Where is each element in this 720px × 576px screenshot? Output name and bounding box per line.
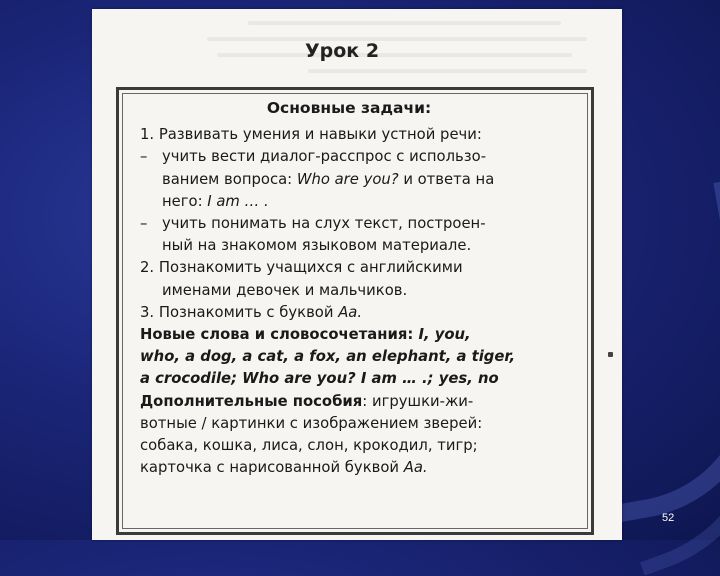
lesson-title: Урок 2: [305, 40, 380, 62]
task-1a-text-cont: и ответа на: [398, 170, 495, 188]
new-words-items: I, you,: [418, 326, 471, 344]
aids-text: : игрушки-жи-: [362, 392, 474, 410]
task-1a-text: ванием вопроса:: [162, 170, 297, 188]
task-1a-line-2: [140, 169, 618, 191]
dash-marker: –: [140, 215, 148, 233]
task-1b: [140, 213, 618, 235]
aids-line-3: собака, кошка, лиса, слон, крокодил, тигр;: [140, 437, 478, 455]
task-1a-text-end: него:: [162, 192, 208, 210]
new-words-line-2: [140, 346, 618, 368]
task-1a-line-1: учить вести диалог-расспрос с использо-: [162, 148, 487, 166]
aids-label: Дополнительные пособия: [140, 392, 363, 410]
aids-line-1: [140, 391, 618, 413]
task-1b-line-2: ный на знакомом языковом материале.: [162, 237, 472, 255]
new-words-line-1: [140, 324, 618, 346]
task-2-line-1: 2. Познакомить учащихся с английскими: [140, 259, 463, 277]
task-1a-line-3: [140, 191, 618, 213]
objectives-content: [140, 97, 618, 479]
aids-text-end: карточка с нарисованной буквой: [140, 459, 404, 477]
task-1a: [140, 146, 618, 168]
new-words-items: a crocodile; Who are you? I am … .; yes, no: [140, 370, 499, 388]
objectives-heading: Основные задачи:: [266, 99, 432, 117]
dash-marker: –: [140, 148, 148, 166]
slide-number: 52: [662, 512, 675, 524]
task-3: [140, 302, 618, 324]
new-words-items: who, a dog, a cat, a fox, an elephant, a tiger,: [140, 348, 516, 366]
aids-line-4: [140, 457, 618, 479]
task-1: 1. Развивать умения и навыки устной речи:: [140, 126, 482, 144]
question-phrase: Who are you?: [296, 170, 399, 188]
letter-aa: Аа.: [338, 303, 363, 321]
answer-phrase: I am … .: [207, 192, 269, 210]
new-words-label: Новые слова и словосочетания:: [140, 326, 419, 344]
letter-aa: Аа.: [403, 459, 428, 477]
task-1b-line-1: учить понимать на слух текст, построен-: [162, 215, 486, 233]
new-words-line-3: [140, 368, 618, 390]
page-mark: [608, 352, 613, 357]
task-2-line-2: именами девочек и мальчиков.: [162, 281, 408, 299]
aids-line-2: вотные / картинки с изображением зверей:: [140, 414, 483, 432]
task-3-text: 3. Познакомить с буквой: [140, 303, 339, 321]
